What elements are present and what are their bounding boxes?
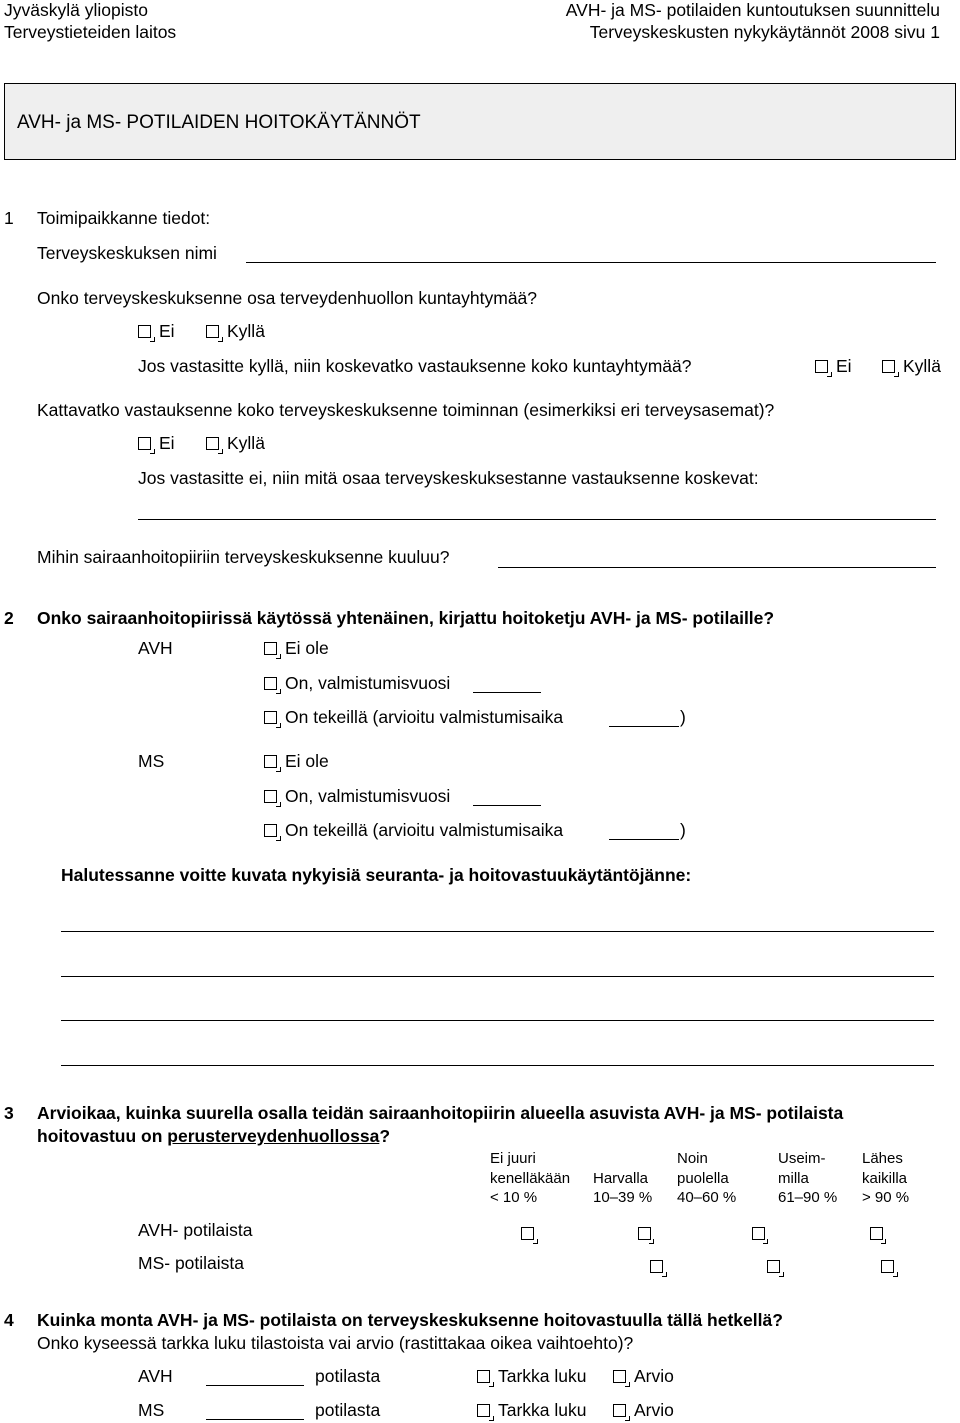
checkbox-icon[interactable] bbox=[264, 824, 277, 837]
federation-yes-option[interactable]: Kyllä bbox=[206, 321, 265, 341]
avh-count-field[interactable] bbox=[206, 1385, 304, 1386]
ms-scale-3-checkbox[interactable] bbox=[881, 1260, 894, 1273]
avh-patients-row-label: AVH- potilaista bbox=[138, 1220, 253, 1240]
checkbox-icon[interactable] bbox=[477, 1404, 490, 1417]
q2-heading: Onko sairaanhoitopiirissä käytössä yhtenäinen, kirjattu hoitoketju AVH- ja MS- potilaille? bbox=[37, 608, 775, 628]
q4-number: 4 bbox=[4, 1310, 14, 1330]
q2-ms-label: MS bbox=[138, 751, 165, 771]
ms-none-option[interactable]: Ei ole bbox=[264, 751, 329, 771]
whole-hc-question: Kattavatko vastauksenne koko terveyskeskuksenne toiminnan (esimerkiksi eri terveysasemat)? bbox=[37, 400, 775, 420]
q2-avh-label: AVH bbox=[138, 638, 173, 658]
avh-exact-option[interactable]: Tarkka luku bbox=[477, 1366, 587, 1386]
ms-scale-2-checkbox[interactable] bbox=[767, 1260, 780, 1273]
avh-year-option[interactable]: On, valmistumisvuosi bbox=[264, 673, 450, 693]
checkbox-icon[interactable] bbox=[613, 1404, 626, 1417]
ms-year-field[interactable] bbox=[473, 805, 541, 806]
avh-year-field[interactable] bbox=[473, 692, 541, 693]
q4-ms-label: MS bbox=[138, 1400, 165, 1420]
ms-patients-unit: potilasta bbox=[315, 1400, 381, 1420]
ms-estimate-option[interactable]: Arvio bbox=[613, 1400, 674, 1420]
avh-scale-2-checkbox[interactable] bbox=[638, 1227, 651, 1240]
page-title: AVH- ja MS- POTILAIDEN HOITOKÄYTÄNNÖT bbox=[17, 112, 421, 133]
describe-line-3[interactable] bbox=[61, 1020, 934, 1021]
checkbox-icon[interactable] bbox=[477, 1370, 490, 1383]
district-question: Mihin sairaanhoitopiiriin terveyskeskuksenne kuuluu? bbox=[37, 547, 450, 567]
checkbox-icon[interactable] bbox=[206, 437, 219, 450]
checkbox-icon[interactable] bbox=[264, 711, 277, 724]
ms-exact-option[interactable]: Tarkka luku bbox=[477, 1400, 587, 1420]
checkbox-icon[interactable] bbox=[138, 437, 151, 450]
scale-column-5: Lähes kaikilla > 90 % bbox=[862, 1150, 910, 1206]
part-answer-field[interactable] bbox=[138, 519, 936, 520]
university-name: Jyväskylä yliopisto bbox=[4, 0, 148, 20]
avh-none-option[interactable]: Ei ole bbox=[264, 638, 329, 658]
federation-no-option[interactable]: Ei bbox=[138, 321, 175, 341]
checkbox-icon[interactable] bbox=[138, 325, 151, 338]
q1-heading: Toimipaikkanne tiedot: bbox=[37, 208, 211, 228]
whole-federation-yes-option[interactable]: Kyllä bbox=[882, 356, 941, 376]
checkbox-icon[interactable] bbox=[264, 755, 277, 768]
avh-scale-3-checkbox[interactable] bbox=[752, 1227, 765, 1240]
department-name: Terveystieteiden laitos bbox=[4, 22, 177, 42]
avh-estimate-option[interactable]: Arvio bbox=[613, 1366, 674, 1386]
checkbox-icon[interactable] bbox=[264, 790, 277, 803]
scale-column-1: Ei juuri kenelläkään < 10 % bbox=[490, 1150, 571, 1206]
federation-question: Onko terveyskeskuksenne osa terveydenhuollon kuntayhtymää? bbox=[37, 288, 538, 308]
avh-scale-4-checkbox[interactable] bbox=[870, 1227, 883, 1240]
scale-column-4: Useim- milla 61–90 % bbox=[778, 1150, 838, 1206]
avh-close-paren: ) bbox=[680, 707, 686, 727]
avh-scale-1-checkbox[interactable] bbox=[521, 1227, 534, 1240]
scale-column-2: Harvalla 10–39 % bbox=[593, 1169, 653, 1206]
avh-eta-field[interactable] bbox=[609, 726, 679, 727]
describe-line-2[interactable] bbox=[61, 976, 934, 977]
q1-number: 1 bbox=[4, 208, 14, 228]
describe-prompt: Halutessanne voitte kuvata nykyisiä seuranta- ja hoitovastuukäytäntöjänne: bbox=[61, 865, 692, 885]
hc-name-label: Terveyskeskuksen nimi bbox=[37, 243, 217, 263]
whole-federation-no-option[interactable]: Ei bbox=[815, 356, 852, 376]
ms-close-paren: ) bbox=[680, 820, 686, 840]
ms-year-option[interactable]: On, valmistumisvuosi bbox=[264, 786, 450, 806]
q2-number: 2 bbox=[4, 608, 14, 628]
if-yes-question: Jos vastasitte kyllä, niin koskevatko vastauksenne koko kuntayhtymää? bbox=[138, 356, 692, 376]
hc-name-field[interactable] bbox=[246, 262, 936, 263]
checkbox-icon[interactable] bbox=[264, 677, 277, 690]
q4-subheading: Onko kyseessä tarkka luku tilastoista vai arvio (rastittakaa oikea vaihtoehto)? bbox=[37, 1333, 634, 1353]
ms-eta-field[interactable] bbox=[609, 839, 679, 840]
ms-scale-1-checkbox[interactable] bbox=[650, 1260, 663, 1273]
q3-number: 3 bbox=[4, 1103, 14, 1123]
if-no-question: Jos vastasitte ei, niin mitä osaa terveyskeskuksestanne vastauksenne koskevat: bbox=[138, 468, 759, 488]
whole-hc-yes-option[interactable]: Kyllä bbox=[206, 433, 265, 453]
q4-heading: Kuinka monta AVH- ja MS- potilaista on terveyskeskuksenne hoitovastuulla tällä hetkellä? bbox=[37, 1310, 783, 1330]
describe-line-1[interactable] bbox=[61, 931, 934, 932]
avh-patients-unit: potilasta bbox=[315, 1366, 381, 1386]
checkbox-icon[interactable] bbox=[882, 360, 895, 373]
whole-hc-no-option[interactable]: Ei bbox=[138, 433, 175, 453]
checkbox-icon[interactable] bbox=[815, 360, 828, 373]
study-title: AVH- ja MS- potilaiden kuntoutuksen suunnittelu bbox=[565, 0, 940, 20]
describe-line-4[interactable] bbox=[61, 1065, 934, 1066]
ms-patients-row-label: MS- potilaista bbox=[138, 1253, 245, 1273]
district-field[interactable] bbox=[498, 567, 936, 568]
checkbox-icon[interactable] bbox=[613, 1370, 626, 1383]
ms-making-option[interactable]: On tekeillä (arvioitu valmistumisaika bbox=[264, 820, 563, 840]
avh-making-option[interactable]: On tekeillä (arvioitu valmistumisaika bbox=[264, 707, 563, 727]
checkbox-icon[interactable] bbox=[206, 325, 219, 338]
q3-heading-line2: hoitovastuu on perusterveydenhuollossa? bbox=[37, 1126, 391, 1146]
q4-avh-label: AVH bbox=[138, 1366, 173, 1386]
scale-column-3: Noin puolella 40–60 % bbox=[677, 1150, 737, 1206]
study-subtitle: Terveyskeskusten nykykäytännöt 2008 sivu 1 bbox=[589, 22, 940, 42]
ms-count-field[interactable] bbox=[206, 1419, 304, 1420]
q3-heading-line1: Arvioikaa, kuinka suurella osalla teidän sairaanhoitopiirin alueella asuvista AVH- ja MS- potilaista bbox=[37, 1103, 844, 1123]
checkbox-icon[interactable] bbox=[264, 642, 277, 655]
